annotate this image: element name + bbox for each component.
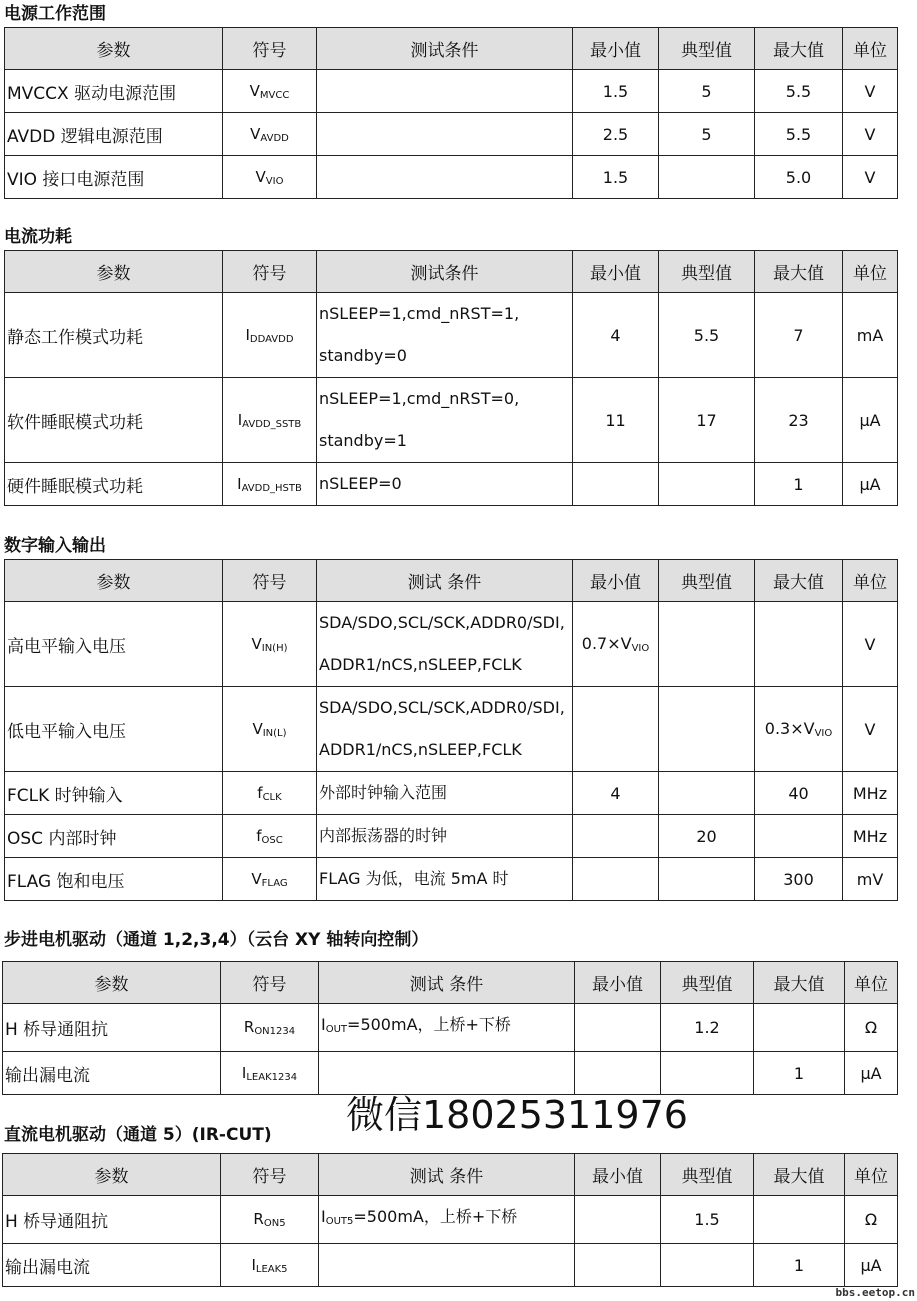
param-cell: AVDD 逻辑电源范围 <box>5 113 223 156</box>
symbol-cell: $I_{LEAK1234}$ <box>221 1052 319 1095</box>
min-cell: 4 <box>573 772 659 815</box>
table-row <box>3 1004 898 1052</box>
table-row <box>5 113 898 156</box>
typ-cell: 5 <box>659 113 755 156</box>
table-row <box>5 70 898 113</box>
header-condition: 测试 条件 <box>317 560 573 602</box>
typ-cell <box>659 858 755 901</box>
typ-cell: 17 <box>659 378 755 463</box>
header-min: 最小值 <box>575 962 661 1004</box>
symbol-cell: $I_{DDAVDD}$ <box>223 293 317 378</box>
header-symbol: 符号 <box>221 962 319 1004</box>
header-symbol: 符号 <box>223 251 317 293</box>
max-cell: 300 <box>755 858 843 901</box>
table-header-row <box>5 28 898 70</box>
header-min: 最小值 <box>575 1154 661 1196</box>
min-cell <box>573 687 659 772</box>
condition-cell <box>317 70 573 113</box>
param-cell: 静态工作模式功耗 <box>5 293 223 378</box>
max-cell <box>755 602 843 687</box>
max-cell: 5.5 <box>755 113 843 156</box>
param-cell: MVCCX 驱动电源范围 <box>5 70 223 113</box>
symbol-cell: $f_{CLK}$ <box>223 772 317 815</box>
header-typ: 典型值 <box>661 962 754 1004</box>
unit-cell: µA <box>845 1244 898 1287</box>
max-cell: 1 <box>755 463 843 506</box>
max-cell: 5.5 <box>755 70 843 113</box>
section-title-dc-motor-driver: 直流电机驱动（通道 5）(IR-CUT) <box>4 1125 272 1145</box>
symbol-cell: $V_{IN(H)}$ <box>223 602 317 687</box>
condition-cell: $I_{OUT}=500mA$，上桥+下桥 <box>319 1004 575 1052</box>
max-cell: 1 <box>754 1244 845 1287</box>
table-current-consumption <box>4 250 898 506</box>
unit-cell: µA <box>843 378 898 463</box>
min-cell <box>573 463 659 506</box>
section-title-power-range: 电源工作范围 <box>4 4 106 24</box>
param-cell: OSC 内部时钟 <box>5 815 223 858</box>
header-symbol: 符号 <box>221 1154 319 1196</box>
header-min: 最小值 <box>573 251 659 293</box>
header-min: 最小值 <box>573 560 659 602</box>
condition-cell: FLAG 为低，电流 5mA 时 <box>317 858 573 901</box>
typ-cell: 20 <box>659 815 755 858</box>
typ-cell <box>659 463 755 506</box>
min-cell: 1.5 <box>573 70 659 113</box>
typ-cell <box>659 602 755 687</box>
symbol-cell: $R_{ON5}$ <box>221 1196 319 1244</box>
header-unit: 单位 <box>843 251 898 293</box>
header-unit: 单位 <box>843 28 898 70</box>
unit-cell: MHz <box>843 772 898 815</box>
header-unit: 单位 <box>845 962 898 1004</box>
condition-cell: SDA/SDO,SCL/SCK,ADDR0/SDI, ADDR1/nCS,nSLEEP,FCLK <box>317 687 573 772</box>
table-header-row <box>5 560 898 602</box>
min-cell: 11 <box>573 378 659 463</box>
header-max: 最大值 <box>755 251 843 293</box>
param-cell: H 桥导通阻抗 <box>3 1004 221 1052</box>
max-cell: 7 <box>755 293 843 378</box>
min-cell: $0.7\times V_{VIO}$ <box>573 602 659 687</box>
condition-cell: nSLEEP=1,cmd_nRST=0, standby=1 <box>317 378 573 463</box>
max-cell: $0.3\times V_{VIO}$ <box>755 687 843 772</box>
max-cell: 23 <box>755 378 843 463</box>
table-row <box>5 772 898 815</box>
typ-cell: 1.5 <box>661 1196 754 1244</box>
header-unit: 单位 <box>845 1154 898 1196</box>
header-param: 参数 <box>5 251 223 293</box>
condition-cell: nSLEEP=0 <box>317 463 573 506</box>
min-cell: 1.5 <box>573 156 659 199</box>
header-condition: 测试 条件 <box>319 962 575 1004</box>
typ-cell: 5.5 <box>659 293 755 378</box>
unit-cell: MHz <box>843 815 898 858</box>
param-cell: 硬件睡眠模式功耗 <box>5 463 223 506</box>
unit-cell: Ω <box>845 1004 898 1052</box>
unit-cell: V <box>843 687 898 772</box>
condition-cell: nSLEEP=1,cmd_nRST=1, standby=0 <box>317 293 573 378</box>
section-title-digital-io: 数字输入输出 <box>4 536 106 556</box>
unit-cell: V <box>843 70 898 113</box>
header-param: 参数 <box>5 560 223 602</box>
table-row <box>3 1244 898 1287</box>
table-row <box>5 602 898 687</box>
header-max: 最大值 <box>754 1154 845 1196</box>
max-cell: 5.0 <box>755 156 843 199</box>
watermark-text: 微信18025311976 <box>346 1093 688 1137</box>
max-cell <box>755 815 843 858</box>
symbol-cell: $V_{AVDD}$ <box>223 113 317 156</box>
header-typ: 典型值 <box>661 1154 754 1196</box>
typ-cell: 5 <box>659 70 755 113</box>
max-cell: 1 <box>754 1052 845 1095</box>
table-row <box>5 815 898 858</box>
table-row <box>5 687 898 772</box>
symbol-cell: $V_{VIO}$ <box>223 156 317 199</box>
header-condition: 测试 条件 <box>319 1154 575 1196</box>
table-row <box>5 858 898 901</box>
unit-cell: mV <box>843 858 898 901</box>
header-typ: 典型值 <box>659 560 755 602</box>
param-cell: H 桥导通阻抗 <box>3 1196 221 1244</box>
unit-cell: V <box>843 602 898 687</box>
header-max: 最大值 <box>755 28 843 70</box>
typ-cell <box>659 772 755 815</box>
param-cell: 输出漏电流 <box>3 1052 221 1095</box>
symbol-cell: $f_{OSC}$ <box>223 815 317 858</box>
header-min: 最小值 <box>573 28 659 70</box>
max-cell <box>754 1004 845 1052</box>
param-cell: 低电平输入电压 <box>5 687 223 772</box>
table-row <box>5 156 898 199</box>
condition-cell: 内部振荡器的时钟 <box>317 815 573 858</box>
min-cell <box>575 1244 661 1287</box>
typ-cell <box>659 687 755 772</box>
min-cell <box>575 1196 661 1244</box>
table-row <box>5 463 898 506</box>
table-row <box>5 378 898 463</box>
header-unit: 单位 <box>843 560 898 602</box>
header-param: 参数 <box>3 1154 221 1196</box>
param-cell: FCLK 时钟输入 <box>5 772 223 815</box>
header-condition: 测试条件 <box>317 251 573 293</box>
table-row <box>3 1196 898 1244</box>
table-digital-io <box>4 559 898 901</box>
min-cell <box>575 1004 661 1052</box>
table-header-row <box>3 962 898 1004</box>
typ-cell <box>661 1244 754 1287</box>
header-param: 参数 <box>5 28 223 70</box>
header-symbol: 符号 <box>223 28 317 70</box>
condition-cell <box>317 113 573 156</box>
header-typ: 典型值 <box>659 251 755 293</box>
header-typ: 典型值 <box>659 28 755 70</box>
min-cell: 2.5 <box>573 113 659 156</box>
symbol-cell: $I_{AVDD\_SSTB}$ <box>223 378 317 463</box>
header-symbol: 符号 <box>223 560 317 602</box>
condition-cell: $I_{OUT5}=500mA$，上桥+下桥 <box>319 1196 575 1244</box>
symbol-cell: $I_{AVDD\_HSTB}$ <box>223 463 317 506</box>
header-max: 最大值 <box>755 560 843 602</box>
param-cell: 高电平输入电压 <box>5 602 223 687</box>
table-dc-motor-driver <box>2 1153 898 1287</box>
min-cell <box>573 815 659 858</box>
symbol-cell: $I_{LEAK5}$ <box>221 1244 319 1287</box>
unit-cell: Ω <box>845 1196 898 1244</box>
unit-cell: V <box>843 113 898 156</box>
table-stepper-driver <box>2 961 898 1095</box>
min-cell <box>573 858 659 901</box>
param-cell: FLAG 饱和电压 <box>5 858 223 901</box>
min-cell: 4 <box>573 293 659 378</box>
typ-cell <box>659 156 755 199</box>
symbol-cell: $V_{MVCC}$ <box>223 70 317 113</box>
condition-cell <box>319 1244 575 1287</box>
symbol-cell: $R_{ON1234}$ <box>221 1004 319 1052</box>
table-power-range <box>4 27 898 199</box>
condition-cell <box>317 156 573 199</box>
condition-cell: 外部时钟输入范围 <box>317 772 573 815</box>
table-row <box>5 293 898 378</box>
symbol-cell: $V_{IN(L)}$ <box>223 687 317 772</box>
header-param: 参数 <box>3 962 221 1004</box>
unit-cell: µA <box>843 463 898 506</box>
site-watermark: bbs.eetop.cn <box>835 1286 915 1299</box>
unit-cell: V <box>843 156 898 199</box>
header-max: 最大值 <box>754 962 845 1004</box>
section-title-current-consumption: 电流功耗 <box>4 227 72 247</box>
header-condition: 测试条件 <box>317 28 573 70</box>
symbol-cell: $V_{FLAG}$ <box>223 858 317 901</box>
max-cell: 40 <box>755 772 843 815</box>
param-cell: 软件睡眠模式功耗 <box>5 378 223 463</box>
section-title-stepper-driver: 步进电机驱动（通道 1,2,3,4）（云台 XY 轴转向控制） <box>4 930 429 950</box>
unit-cell: µA <box>845 1052 898 1095</box>
table-header-row <box>5 251 898 293</box>
condition-cell: SDA/SDO,SCL/SCK,ADDR0/SDI, ADDR1/nCS,nSLEEP,FCLK <box>317 602 573 687</box>
table-header-row <box>3 1154 898 1196</box>
param-cell: VIO 接口电源范围 <box>5 156 223 199</box>
unit-cell: mA <box>843 293 898 378</box>
max-cell <box>754 1196 845 1244</box>
param-cell: 输出漏电流 <box>3 1244 221 1287</box>
typ-cell: 1.2 <box>661 1004 754 1052</box>
